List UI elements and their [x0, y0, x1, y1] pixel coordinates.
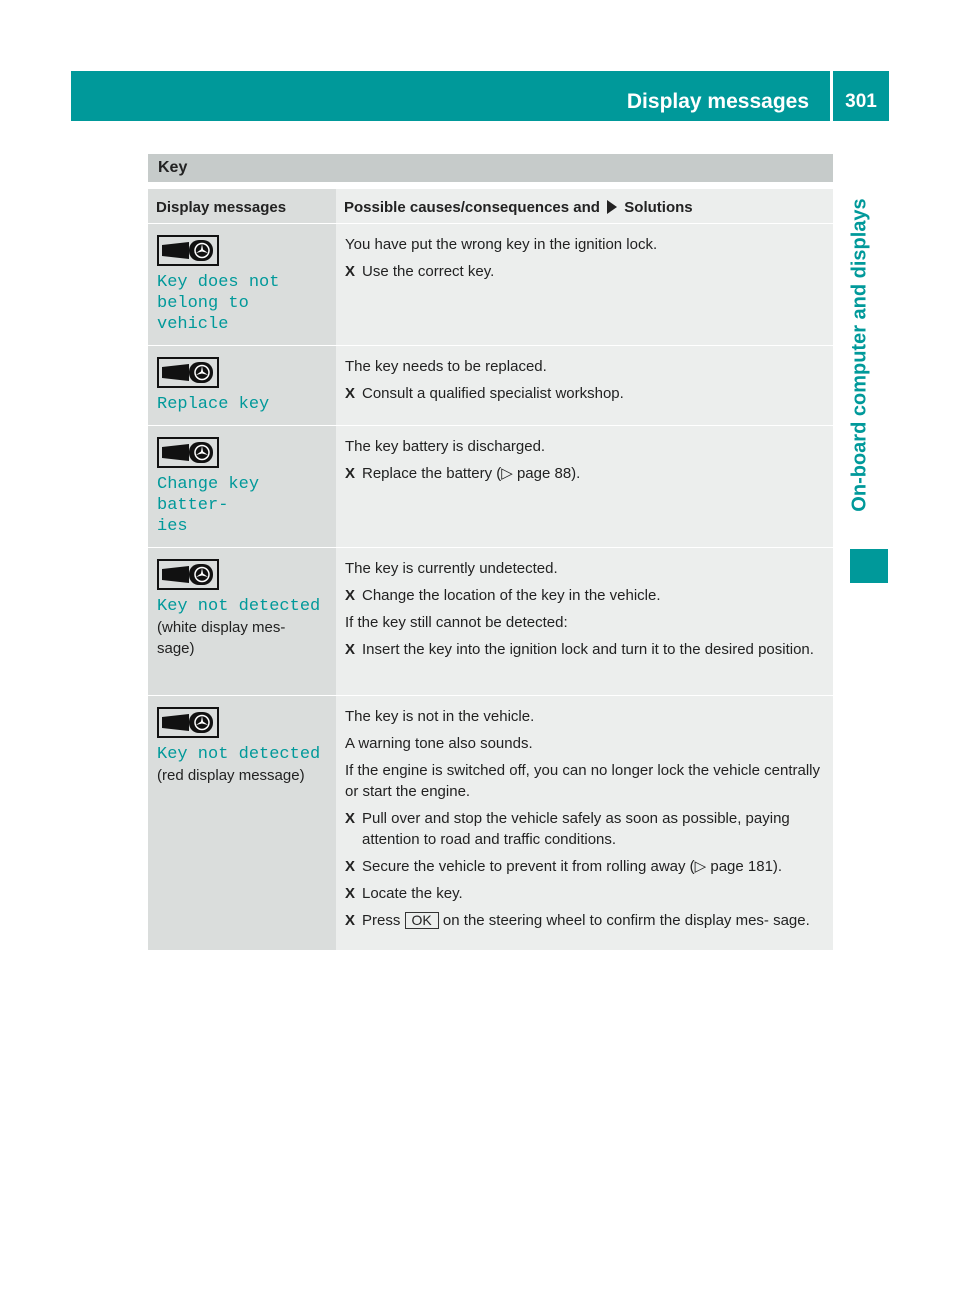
cause-text: A warning tone also sounds. [345, 735, 533, 752]
display-message: Change key batter‐ [157, 475, 260, 515]
ok-button-symbol: OK [405, 912, 439, 929]
solution-step: X Press OK on the steering wheel to confirm the display mes- sage. [345, 912, 810, 929]
messages-table [148, 189, 833, 951]
page-reference-link[interactable]: Secure the vehicle to prevent it from rolling away (▷ page 181). [362, 858, 783, 875]
solution-step [345, 463, 825, 484]
key-icon [157, 707, 219, 738]
page-number: 301 [845, 91, 877, 112]
step-marker-icon: X [345, 810, 356, 827]
sidebar-chapter-label: On-board computer and displays [848, 198, 871, 512]
step-marker-icon: X [345, 263, 356, 280]
solution-step [345, 856, 825, 877]
page-reference-link[interactable]: Replace the battery (▷ page 88). [362, 465, 581, 482]
key-icon [157, 437, 219, 468]
table-row [148, 548, 833, 696]
solution-step: X Locate the key. [345, 885, 463, 902]
col-header-messages: Display messages [148, 189, 336, 223]
cause-text: The key is currently undetected. [345, 560, 558, 577]
display-message: Replace key [157, 395, 270, 414]
sidebar-chapter-marker [850, 549, 888, 583]
cause-text: If the engine is switched off, you can no longer lock the vehicle centrally or start the engine. [345, 762, 820, 800]
display-message: belong to vehicle [157, 294, 249, 334]
key-icon [157, 357, 219, 388]
step-marker-icon: X [345, 885, 356, 902]
solutions-arrow-icon [607, 200, 617, 214]
solution-step: X Insert the key into the ignition lock and turn it to the desired position. [345, 641, 814, 658]
step-marker-icon: X [345, 587, 356, 604]
table-header [148, 189, 833, 224]
section-title: Key [148, 154, 833, 182]
solution-step: X Change the location of the key in the vehicle. [345, 587, 661, 604]
step-marker-icon: X [345, 912, 356, 929]
step-marker-icon: X [345, 465, 356, 482]
display-message: Key does not [157, 273, 280, 292]
cause-text: You have put the wrong key in the ignition lock. [345, 236, 658, 253]
solution-step: X Pull over and stop the vehicle safely as soon as possible, paying attention to road and traffic conditions. [345, 810, 790, 848]
message-note: (white display mes- sage) [157, 619, 286, 657]
table-row [148, 696, 833, 951]
cause-text: The key battery is discharged. [345, 438, 546, 455]
col-header-solutions: Possible causes/consequences and Solutions [336, 189, 833, 223]
cause-text: If the key still cannot be detected: [345, 614, 568, 631]
key-icon [157, 235, 219, 266]
message-note: (red display message) [157, 767, 305, 784]
cause-text: The key needs to be replaced. [345, 358, 547, 375]
step-marker-icon: X [345, 641, 356, 658]
display-message: ies [157, 517, 188, 536]
table-row [148, 224, 833, 346]
table-row [148, 426, 833, 548]
display-message: Key not detected [157, 597, 321, 616]
cause-text: The key is not in the vehicle. [345, 708, 535, 725]
table-row [148, 346, 833, 426]
step-marker-icon: X [345, 385, 356, 402]
page-header [71, 71, 889, 121]
step-marker-icon: X [345, 858, 356, 875]
display-message: Key not detected [157, 745, 321, 764]
header-title: Display messages [626, 90, 809, 113]
solution-step: X Consult a qualified specialist workshop. [345, 385, 624, 402]
key-icon [157, 559, 219, 590]
solution-step: X Use the correct key. [345, 263, 495, 280]
